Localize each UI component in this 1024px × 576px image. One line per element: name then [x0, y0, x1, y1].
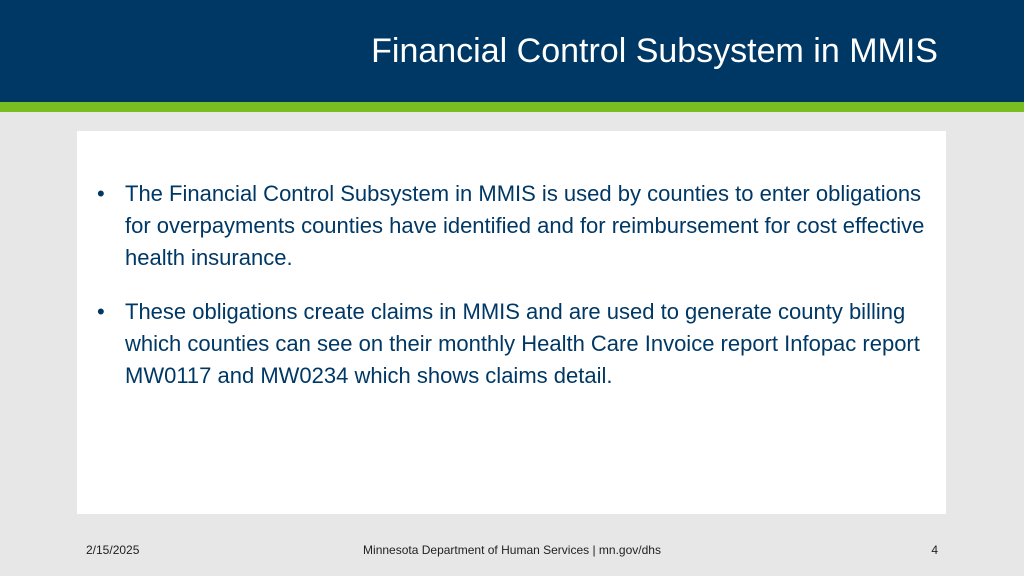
footer-organization: Minnesota Department of Human Services | mn.gov/dhs [363, 543, 661, 557]
bullet-marker-1: • [97, 181, 105, 206]
header-accent-stripe [0, 102, 1024, 112]
footer-page-number: 4 [931, 543, 938, 557]
footer-date: 2/15/2025 [86, 543, 140, 557]
bullet-marker-2: • [97, 299, 105, 324]
content-card [77, 131, 946, 514]
slide-title: Financial Control Subsystem in MMIS [371, 32, 938, 70]
bullet-item-2 [97, 296, 932, 392]
bullet-text-1: The Financial Control Subsystem in MMIS is used by counties to enter obligations for overpayments counties have identified and for reimbursement for cost effective health insurance. [125, 181, 925, 270]
slide-header [0, 0, 1024, 102]
bullet-list [97, 178, 932, 414]
bullet-text-2: These obligations create claims in MMIS and are used to generate county billing which counties can see on their monthly Health Care Invoice report Infopac report MW0117 and MW0234 which shows claims detail. [125, 299, 920, 388]
bullet-item-1 [97, 178, 932, 274]
